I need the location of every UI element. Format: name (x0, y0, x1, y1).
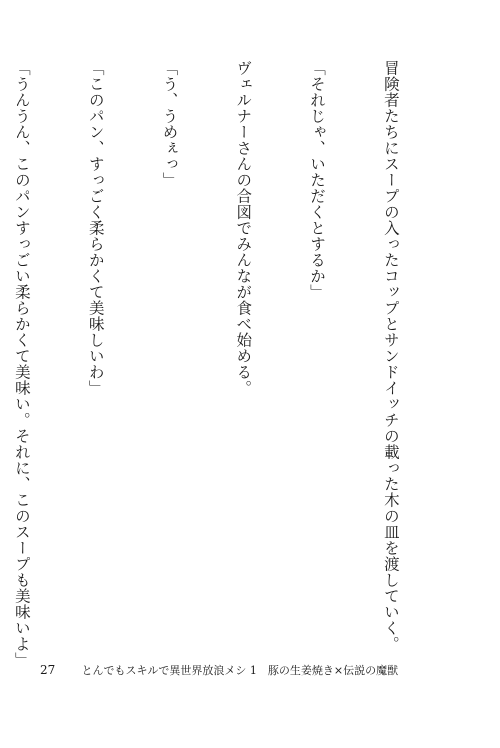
body-text (0, 60, 452, 668)
text-line: 「このパン、すっごく柔らかくて美味しいわ」 (86, 60, 105, 396)
text-line: 「う、うめぇっ」 (160, 60, 179, 188)
running-title: とんでもスキルで異世界放浪メシ 1 豚の生姜焼き×伝説の魔獣 (81, 664, 399, 677)
text-line: 「うんうん、このパンすっごい柔らかくて美味い。それに、このスープも美味いよ」 (12, 60, 31, 668)
text-line: 「それじゃ、いただくとするか」 (308, 60, 327, 300)
text-line: ヴェルナーさんの合図でみんなが食べ始める。 (234, 60, 253, 396)
text-line: 冒険者たちにスープの入ったコップとサンドイッチの載った木の皿を渡していく。 (381, 60, 400, 652)
page-number: 27 (40, 663, 56, 677)
page-footer (40, 662, 398, 678)
